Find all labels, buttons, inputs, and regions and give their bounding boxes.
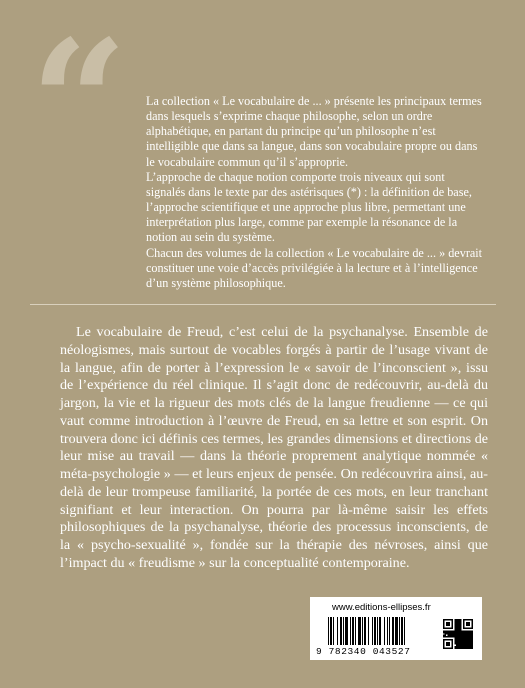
book-summary xyxy=(60,324,488,573)
isbn-number: 9 782340 043527 xyxy=(316,646,411,657)
barcode-panel xyxy=(310,597,482,660)
intro-paragraph: L’approche de chaque notion comporte trois niveaux qui sont signalés dans le texte par des astérisques (*) : la définition de base, l’approche scientifique et une approche plus libre, permettant une interprétation plus large, comme par exemple la résonance de la notion au sein du système. xyxy=(146,169,472,245)
summary-paragraph: Le vocabulaire de Freud, c’est celui de la psychanalyse. Ensemble de néologismes, mais surtout de vocables forgés à partir de l’usage vivant de la langue, afin de porter à l’expression le « savoir de l’inconscient », issu de l’expérience du réel clinique. Il s’agit donc de redécouvrir, au-delà du jargon, la vie et la rigueur des mots clés de la langue freudienne — ce qui vaut comme introduction à l’œuvre de Freud, en sa lettre et son esprit. On trouvera donc ici définis ces termes, les grandes dimensions et directions de leur mise au travail — dans la théorie proprement analytique nommée « méta-psychologie » — et leurs enjeux de pensée. On redécouvrira ainsi, au-delà de leur trompeuse familiarité, la portée de ces mots, en leur tranchant signifiant et leur interaction. On pourra par là-même saisir les effets philosophiques de la psychanalyse, théorie des processus inconscients, de la « psycho-sexualité », fondée sur la thérapie des névroses, ainsi que l’impact du « freudisme » sur la conceptualité contemporaine. xyxy=(60,324,488,571)
intro-paragraph: Chacun des volumes de la collection « Le vocabulaire de ... » devrait constituer une voie d’accès privilégiée à la lecture et à l’intelligence d’un système philosophique. xyxy=(146,245,483,290)
qr-code-icon xyxy=(443,619,473,649)
publisher-website: www.editions-ellipses.fr xyxy=(332,602,431,613)
isbn-barcode xyxy=(328,617,436,645)
quotation-mark-icon: “ xyxy=(30,3,128,203)
divider xyxy=(30,304,496,305)
intro-paragraph: La collection « Le vocabulaire de ... » présente les principaux termes dans lesquels s’exprime chaque philosophe, selon un ordre alphabétique, en partant du principe qu’un philosophe n’est intelligible que dans sa langue, dans son vocabulaire propre ou dans le vocabulaire commun qu’il s’approprie. xyxy=(146,94,482,169)
collection-description xyxy=(146,94,484,291)
